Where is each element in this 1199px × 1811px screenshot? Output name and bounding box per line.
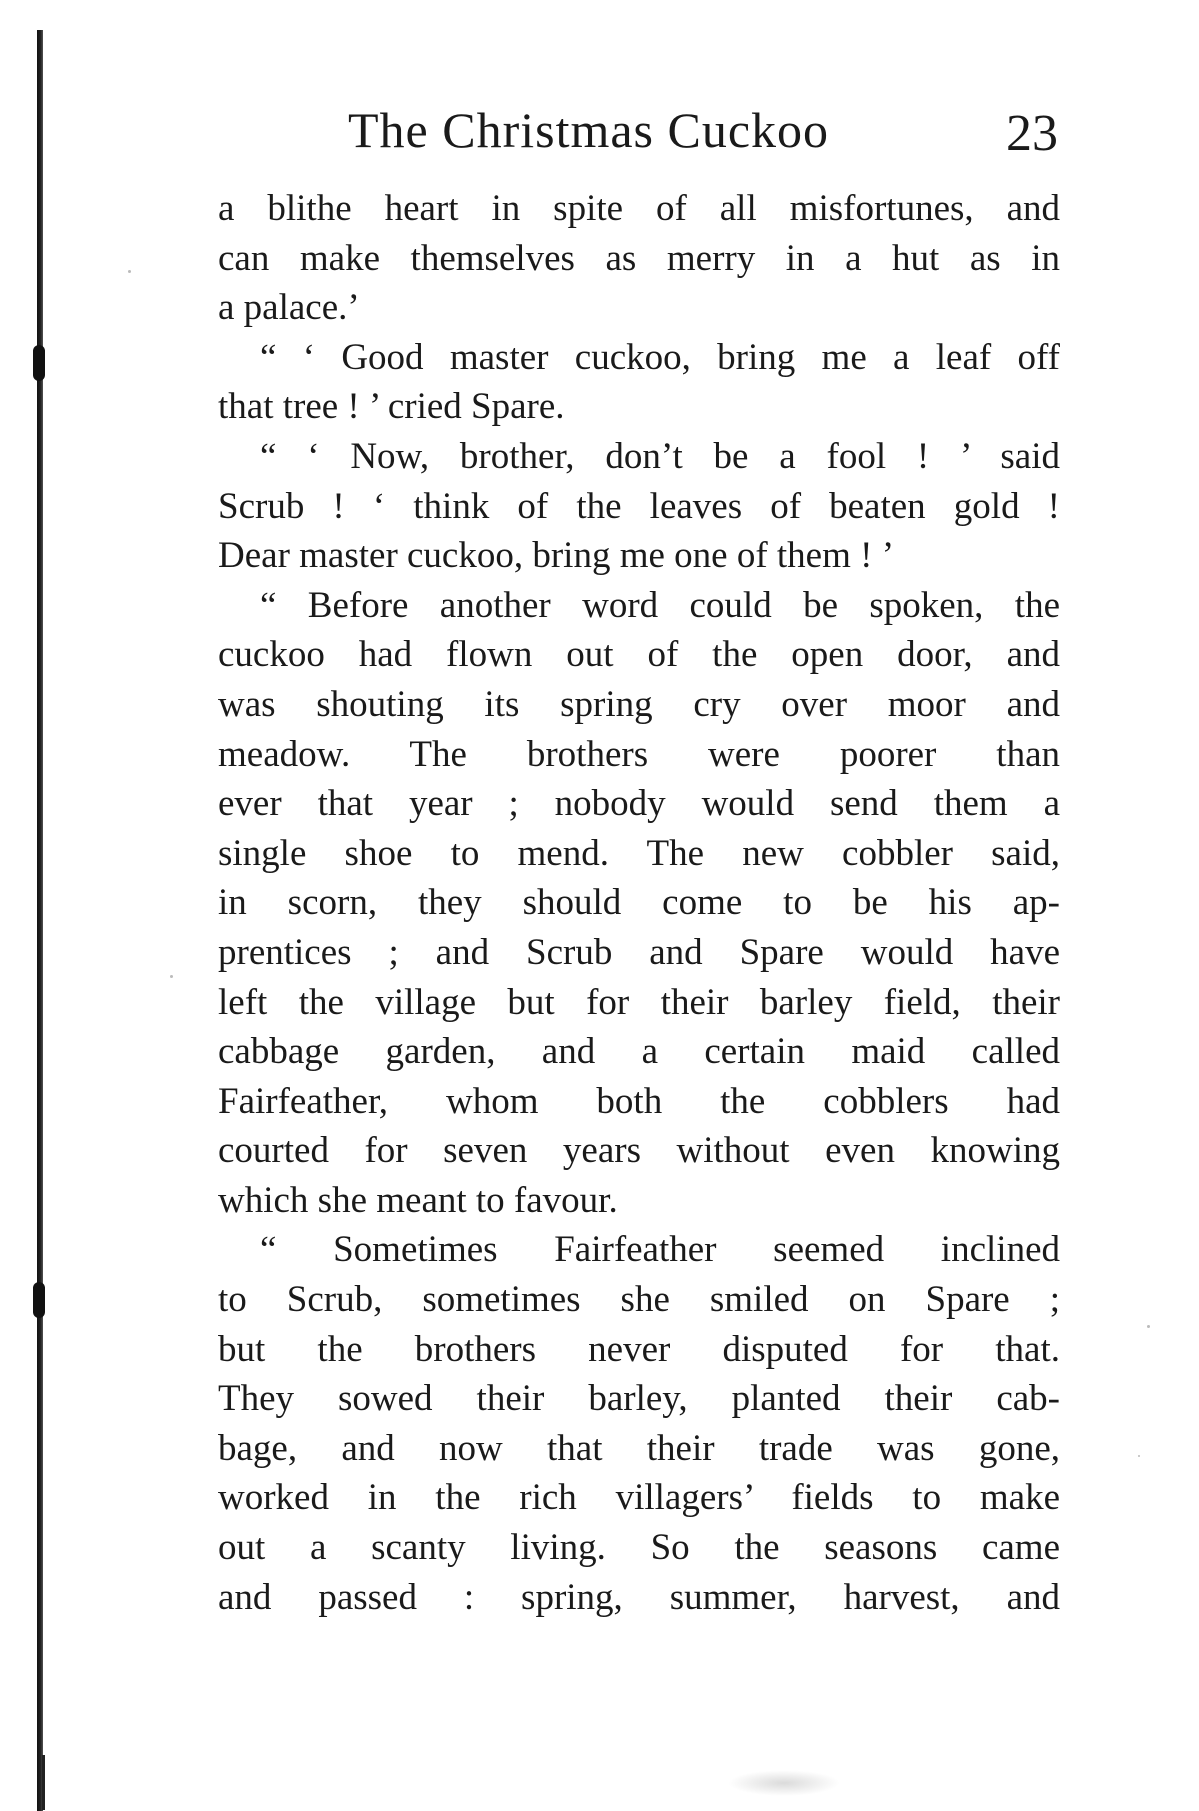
paper-speck (170, 975, 173, 978)
text-line: a blithe heart in spite of all misfortunes, and (218, 188, 1060, 229)
text-line: bage, and now that their trade was gone, (218, 1427, 1060, 1469)
binding-mark (33, 1282, 45, 1318)
text-line: that tree ! ’ cried Spare. (218, 386, 565, 428)
text-line: prentices ; and Scrub and Spare would have (218, 931, 1060, 973)
text-line: meadow. The brothers were poorer than (218, 733, 1060, 775)
text-line: ever that year ; nobody would send them a (218, 783, 1060, 825)
text-line: cabbage garden, and a certain maid called (218, 1031, 1060, 1073)
text-line: Fairfeather, whom both the cobblers had (218, 1080, 1060, 1122)
text-line: “ Before another word could be spoken, the (260, 584, 1060, 626)
running-title: The Christmas Cuckoo (348, 102, 830, 158)
page-number: 23 (1006, 105, 1058, 162)
text-line: courted for seven years without even knowing (218, 1130, 1060, 1172)
text-line: in scorn, they should come to be his ap- (218, 882, 1060, 924)
binding-mark (33, 345, 45, 381)
text-line: “ ‘ Now, brother, don’t be a fool ! ’ said (260, 435, 1060, 477)
text-line: was shouting its spring cry over moor and (218, 683, 1060, 725)
text-line: but the brothers never disputed for that. (218, 1328, 1060, 1370)
text-line: They sowed their barley, planted their cab- (218, 1378, 1060, 1420)
text-line: to Scrub, sometimes she smiled on Spare ; (218, 1279, 1060, 1321)
running-head (220, 100, 1058, 170)
text-line: Scrub ! ‘ think of the leaves of beaten gold ! (218, 485, 1060, 527)
binding-edge (37, 30, 43, 1811)
text-line: out a scanty living. So the seasons came (218, 1527, 1060, 1569)
text-line: “ Sometimes Fairfeather seemed inclined (260, 1229, 1060, 1271)
text-line: “ ‘ Good master cuckoo, bring me a leaf off (260, 336, 1060, 378)
text-line: worked in the rich villagers’ fields to make (218, 1477, 1060, 1519)
text-line: cuckoo had flown out of the open door, and (218, 634, 1060, 676)
paper-speck (1147, 1325, 1150, 1328)
text-line: which she meant to favour. (218, 1179, 618, 1221)
text-line: a palace.’ (218, 287, 360, 329)
text-line: Dear master cuckoo, bring me one of them ! ’ (218, 535, 895, 577)
paper-speck (1138, 1455, 1140, 1457)
binding-edge-tail (42, 1755, 45, 1810)
text-line: left the village but for their barley field, their (218, 981, 1060, 1023)
paper-speck (128, 270, 131, 273)
paper-smudge (728, 1770, 840, 1796)
text-line: and passed : spring, summer, harvest, and (218, 1576, 1060, 1618)
body-text (218, 184, 1060, 1622)
text-line: single shoe to mend. The new cobbler said, (218, 832, 1060, 874)
text-line: can make themselves as merry in a hut as in (218, 237, 1060, 279)
